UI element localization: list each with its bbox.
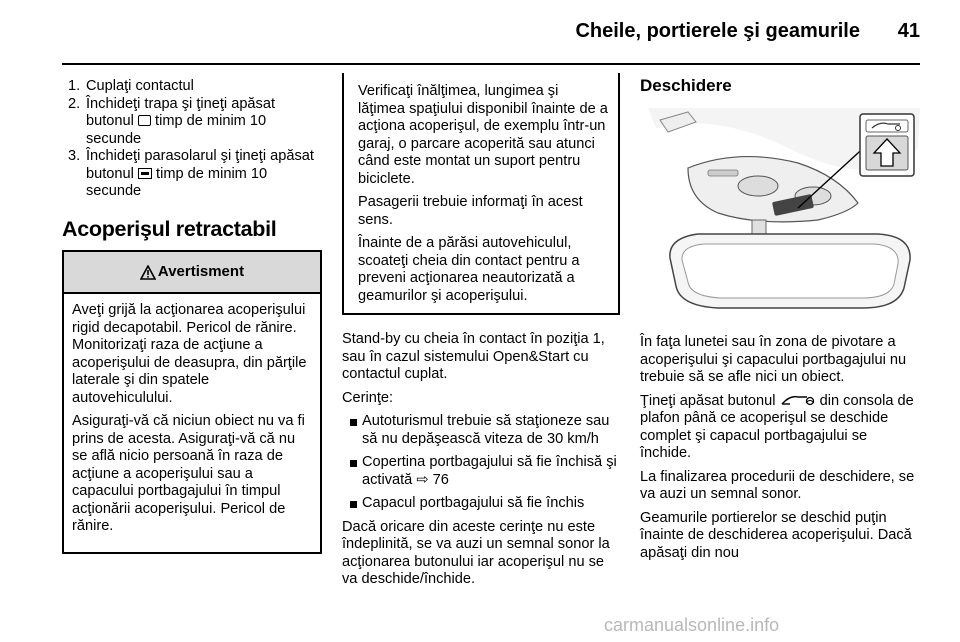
step-text: Închideţi parasolarul şi ţineţi apăsat butonul	[86, 148, 314, 182]
bullet-icon	[350, 501, 357, 508]
note-paragraph: Verificaţi înălţimea, lungimea şi lăţimea spaţiului disponibil înainte de a acţiona acoperişul, de exemplu într-un garaj, o parcare acoperită sau atunci când este montat un suport pentru biciclete.	[358, 83, 608, 187]
sunshade-button-icon	[138, 168, 152, 179]
step-2	[62, 96, 324, 149]
warning-box	[62, 250, 322, 554]
section-heading: Acoperişul retractabil	[62, 216, 277, 241]
note-box	[342, 73, 620, 315]
step-1	[62, 78, 324, 96]
requirement-item: Copertina portbagajului să fie închisă şi activată ⇨ 76	[342, 454, 622, 489]
step-text: Cuplaţi contactul	[86, 78, 194, 94]
completion-paragraph: La finalizarea procedurii de deschidere, se va auzi un semnal sonor.	[640, 468, 915, 502]
final-paragraph: Dacă oricare din aceste cerinţe nu este îndeplinită, se va auzi un semnal sonor la acţionarea butonului iar acoperişul nu se va deschide/închide.	[342, 518, 610, 587]
warning-header	[64, 252, 320, 294]
watermark-text: carmanualsonline.info	[604, 615, 780, 635]
page-ref[interactable]: 76	[432, 471, 449, 488]
windows-paragraph: Geamurile portierelor se deschid puţin înainte de deschiderea acoperişului. Dacă apăsaţi din nou	[640, 509, 912, 561]
step-text: timp de minim 10 secunde	[86, 113, 267, 147]
column-2	[342, 73, 622, 595]
warning-title: Avertisment	[157, 263, 245, 281]
bullet-icon	[350, 460, 357, 467]
sunroof-button-icon	[138, 115, 151, 126]
step-3	[62, 148, 324, 201]
page-header-title: Cheile, portierele şi geamurile	[575, 20, 860, 42]
requirements-label: Cerinţe:	[342, 389, 394, 406]
requirement-item: Capacul portbagajului să fie închis	[342, 495, 622, 513]
opening-paragraph: În faţa lunetei sau în zona de pivotare a acoperişului şi capacului portbagajului nu trebuie să se afle nici un obiect.	[640, 334, 907, 385]
warning-triangle-icon	[140, 265, 156, 280]
step-number: 3.	[68, 148, 81, 164]
step-text: timp de minim 10 secunde	[86, 165, 268, 199]
bullet-icon	[350, 419, 357, 426]
warning-body	[64, 294, 320, 552]
steps-list	[62, 78, 324, 201]
warning-paragraph: Asiguraţi-vă că niciun obiect nu va fi prins de acesta. Asiguraţi-vă că nu se află nicio persoană în raza de acţiune a acoperişului sau a capacului portbagajului în timpul acţionării acoperişului. Pericol de rănire.	[72, 413, 305, 534]
subsection-heading: Deschidere	[640, 76, 732, 95]
requirements-list	[342, 413, 622, 513]
column-3-text	[640, 334, 922, 568]
roof-console-illustration	[648, 108, 920, 313]
page-ref-arrow-icon: ⇨	[416, 471, 429, 488]
warning-paragraph: Aveţi grijă la acţionarea acoperişului rigid decapotabil. Pericol de rănire. Monitorizaţi raza de acţiune a acoperişului de deasupra, din părţile laterale şi din spatele autovehiculului.	[72, 302, 307, 406]
standby-paragraph: Stand-by cu cheia în contact în poziţia 1, sau în cazul sistemului Open&Start cu contactul cuplat.	[342, 331, 605, 382]
note-paragraph: Înainte de a părăsi autovehiculul, scoateţi cheia din contact pentru a preveni acţionarea neautorizată a geamurilor şi acoperişului.	[358, 235, 580, 304]
column-3-heading-area	[640, 73, 922, 95]
step-number: 1.	[68, 78, 81, 94]
page-number: 41	[897, 20, 920, 42]
step-number: 2.	[68, 95, 81, 112]
opening-instruction: Ţineţi apăsat butonul din consola de plafon până ce acoperişul se deschide complet şi capacul portbagajului se închide.	[640, 392, 914, 461]
header-rule	[62, 63, 920, 65]
note-paragraph: Pasagerii trebuie informaţi în acest sens.	[358, 194, 583, 228]
requirement-item: Autoturismul trebuie să staţioneze sau să nu depăşească viteza de 30 km/h	[342, 413, 622, 448]
step-text: Închideţi trapa şi ţineţi apăsat butonul	[86, 95, 276, 129]
roof-open-button-icon	[780, 394, 816, 406]
column-1	[62, 78, 324, 554]
